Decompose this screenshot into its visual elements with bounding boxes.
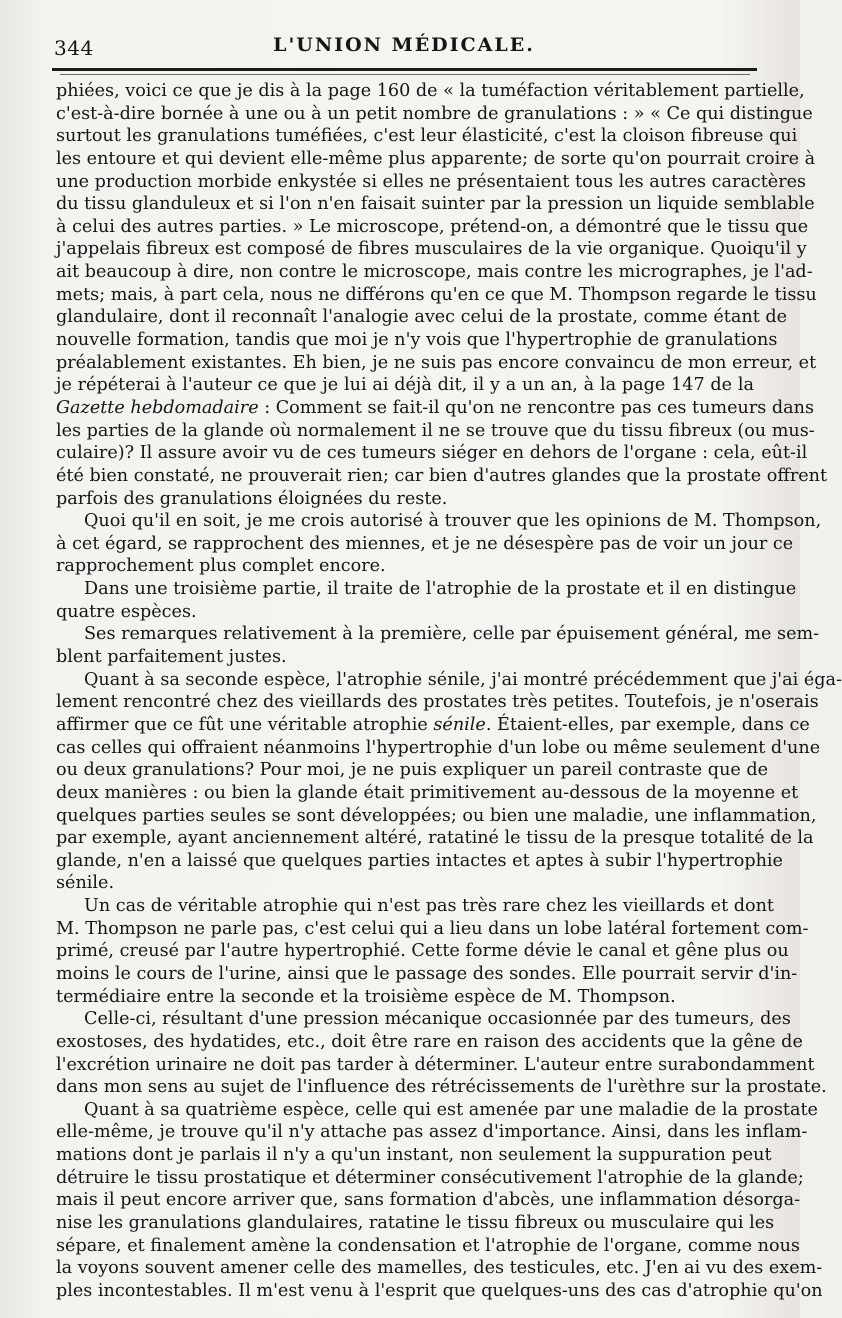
text-line: les entoure et qui devient elle-même plus apparente; de sorte qu'on pourrait croire à <box>56 148 816 169</box>
text-line: culaire)? Il assure avoir vu de ces tumeurs siéger en dehors de l'organe : cela, eût-il <box>56 443 808 464</box>
text-line: nise les granulations glandulaires, ratatine le tissu fibreux ou musculaire qui les <box>56 1213 775 1234</box>
header-rule <box>52 68 757 71</box>
text-line: une production morbide enkystée si elles ne présentaient tous les autres caractères <box>56 171 807 192</box>
text-line: lement rencontré chez des vieillards des prostates très petites. Toutefois, je n'oserais <box>56 692 819 713</box>
text-line: j'appelais fibreux est composé de fibres musculaires de la vie organique. Quoiqu'il y <box>56 239 807 260</box>
text-line: quelques parties seules se sont développées; ou bien une maladie, une inflammation, <box>56 805 817 826</box>
text-line: à celui des autres parties. » Le microscope, prétend-on, a démontré que le tissu que <box>56 216 809 237</box>
text-line: blent parfaitement justes. <box>56 647 287 668</box>
text-line: Gazette hebdomadaire : Comment se fait-il qu'on ne rencontre pas ces tumeurs dans <box>56 397 814 418</box>
text-line: préalablement existantes. Eh bien, je ne suis pas encore convaincu de mon erreur, et <box>56 352 817 373</box>
text-line: rapprochement plus complet encore. <box>56 556 386 577</box>
text-line: ait beaucoup à dire, non contre le microscope, mais contre les micrographes, je l'ad- <box>56 262 813 283</box>
text-line: moins le cours de l'urine, ainsi que le passage des sondes. Elle pourrait servir d'in- <box>56 963 798 984</box>
page-number: 344 <box>54 36 94 60</box>
text-line: glandulaire, dont il reconnaît l'analogie avec celui de la prostate, comme étant de <box>56 307 788 328</box>
text-line: sépare, et finalement amène la condensation et l'atrophie de l'organe, comme nous <box>56 1235 800 1256</box>
text-line: l'excrétion urinaire ne doit pas tarder à déterminer. L'auteur entre surabondamment <box>56 1054 815 1075</box>
text-line: à cet égard, se rapprochent des miennes, et je ne désespère pas de voir un jour ce <box>56 533 794 554</box>
text-line: je répéterai à l'auteur ce que je lui ai déjà dit, il y a un an, à la page 147 de la <box>56 375 754 396</box>
text-line: mais il peut encore arriver que, sans formation d'abcès, une inflammation désorga- <box>56 1190 801 1211</box>
text-line: affirmer que ce fût une véritable atrophie sénile. Étaient-elles, par exemple, dans ce <box>56 714 810 735</box>
header-rule-thin <box>60 74 750 75</box>
text-line: dans mon sens au sujet de l'influence des rétrécissements de l'urèthre sur la prostate. <box>56 1077 827 1098</box>
text-line: Quant à sa quatrième espèce, celle qui est amenée par une maladie de la prostate <box>84 1099 818 1120</box>
text-line: mets; mais, à part cela, nous ne différons qu'en ce que M. Thompson regarde le tissu <box>56 284 817 305</box>
text-line: quatre espèces. <box>56 601 197 622</box>
text-line: les parties de la glande où normalement il ne se trouve que du tissu fibreux (ou mus- <box>56 420 815 441</box>
running-title: L'UNION MÉDICALE. <box>273 34 535 56</box>
text-line: la voyons souvent amener celle des mamelles, des testicules, etc. J'en ai vu des exem- <box>56 1258 823 1279</box>
text-line: M. Thompson ne parle pas, c'est celui qui a lieu dans un lobe latéral fortement com- <box>56 918 809 939</box>
text-line: c'est-à-dire bornée à une ou à un petit nombre de granulations : » « Ce qui distingue <box>56 103 813 124</box>
text-line: ou deux granulations? Pour moi, je ne puis expliquer un pareil contraste que de <box>56 760 769 781</box>
text-line: par exemple, ayant anciennement altéré, ratatiné le tissu de la presque totalité de la <box>56 828 814 849</box>
text-line: Ses remarques relativement à la première, celle par épuisement général, me sem- <box>84 624 820 645</box>
text-line: détruire le tissu prostatique et déterminer consécutivement l'atrophie de la glande; <box>56 1167 804 1188</box>
text-line: exostoses, des hydatides, etc., doit être rare en raison des accidents que la gêne de <box>56 1031 803 1052</box>
text-line: mations dont je parlais il n'y a qu'un instant, non seulement la suppuration peut <box>56 1145 772 1166</box>
text-line: Quoi qu'il en soit, je me crois autorisé à trouver que les opinions de M. Thompson, <box>84 511 822 532</box>
text-line: Quant à sa seconde espèce, l'atrophie sénile, j'ai montré précédemment que j'ai éga- <box>84 669 842 690</box>
body-text <box>56 80 842 1303</box>
text-line: été bien constaté, ne prouverait rien; car bien d'autres glandes que la prostate offrent <box>56 465 828 486</box>
text-line: phiées, voici ce que je dis à la page 160 de « la tuméfaction véritablement partielle, <box>56 81 805 101</box>
text-line: glande, n'en a laissé que quelques parties intactes et aptes à subir l'hypertrophie <box>56 850 783 871</box>
text-line: Celle-ci, résultant d'une pression mécanique occasionnée par des tumeurs, des <box>84 1009 791 1030</box>
text-line: nouvelle formation, tandis que moi je n'y vois que l'hypertrophie de granulations <box>56 330 778 351</box>
text-line: cas celles qui offraient néanmoins l'hypertrophie d'un lobe ou même seulement d'une <box>56 737 821 758</box>
text-line: du tissu glanduleux et si l'on n'en faisait suinter par la pression un liquide semblable <box>56 194 815 215</box>
page-header <box>54 30 754 62</box>
text-line: Un cas de véritable atrophie qui n'est pas très rare chez les vieillards et dont <box>84 896 774 917</box>
text-line: sénile. <box>56 873 115 894</box>
text-line: primé, creusé par l'autre hypertrophié. Cette forme dévie le canal et gêne plus ou <box>56 941 789 962</box>
text-line: surtout les granulations tuméfiées, c'est leur élasticité, c'est la cloison fibreuse qui <box>56 126 798 147</box>
text-line: Dans une troisième partie, il traite de l'atrophie de la prostate et il en distingue <box>84 579 797 600</box>
text-line: termédiaire entre la seconde et la troisième espèce de M. Thompson. <box>56 986 676 1007</box>
text-line: ples incontestables. Il m'est venu à l'esprit que quelques-uns des cas d'atrophie qu'on <box>56 1280 823 1301</box>
text-line: deux manières : ou bien la glande était primitivement au-dessous de la moyenne et <box>56 782 799 803</box>
text-line: elle-même, je trouve qu'il n'y attache pas assez d'importance. Ainsi, dans les inflam- <box>56 1122 808 1143</box>
text-line: parfois des granulations éloignées du reste. <box>56 488 448 509</box>
